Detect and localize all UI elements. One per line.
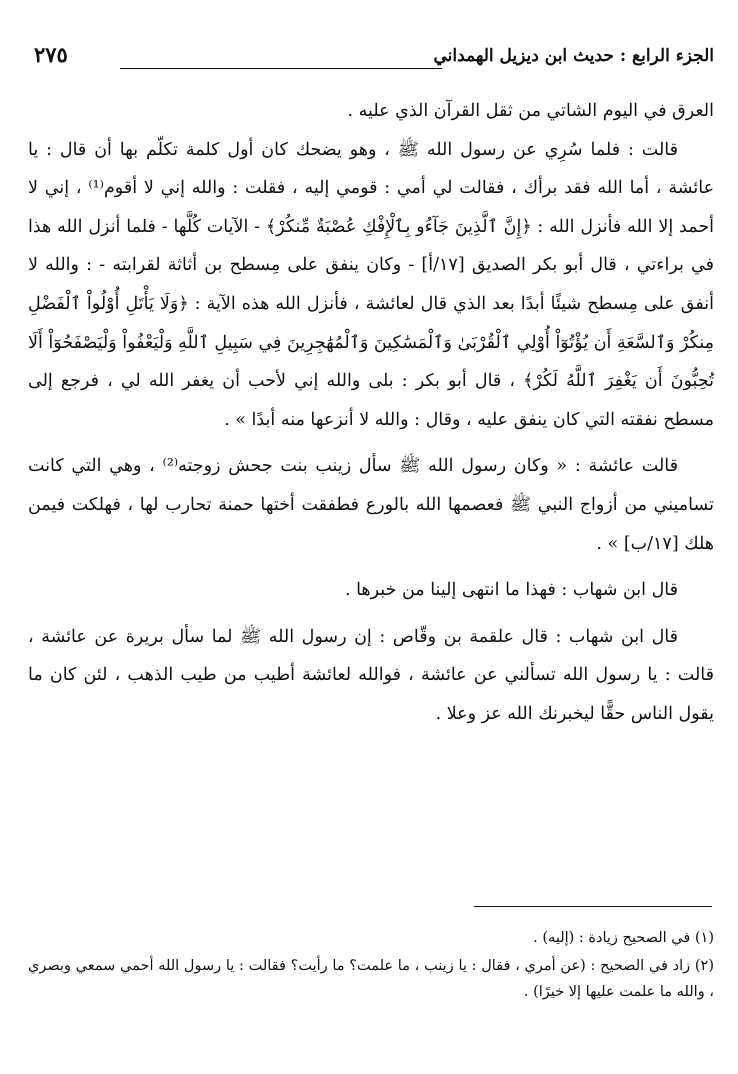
paragraph: العرق في اليوم الشاتي من ثقل القرآن الذي عليه . [347,101,714,121]
footnote: (١) في الصحيح زيادة : (إليه) . [533,930,714,946]
paragraph: قال ابن شهاب : فهذا ما انتهى إلينا من خبرها . [344,580,678,601]
footnotes [28,906,714,1007]
footnote: (٢) زاد في الصحيح : (عن أمري ، فقال : يا زينب ، ما علمت؟ ما رأيت؟ فقالت : يا رسول الله أحمي سمعي وبصري ، والله ما علمت عليها إلا خيرًا) . [28,958,714,1000]
book-page [28,40,714,1050]
footnote-rule [474,906,712,907]
running-header [28,40,714,76]
header-title: الجزء الرابع : حديث ابن ديزيل الهمداني [433,46,714,66]
paragraph: قالت : فلما سُرِي عن رسول الله ﷺ ، وهو يضحك كان أول كلمة تكلّم بها أن قال : يا عائشة ، أما الله فقد برأك ، فقالت لي أمي : قومي إليه ، فقلت : والله إني لا أقوم⁽¹⁾ ، إني لا أحمد إلا الله فأنزل الله : ﴿إِنَّ ٱلَّذِينَ جَآءُو بِٱلْإِفْكِ عُصْبَةٌ مِّنكُرْ﴾ - الآيات كُلَّها - فلما أنزل الله هذا في براءتي ، قال أبو بكر الصديق [١٧/أ] - وكان ينفق على مِسطح بن أثاثة لقرابته - : والله لا أنفق على مِسطح شيئًا أبدًا بعد الذي قال لعائشة ، فأنزل الله هذه الآية : ﴿وَلَا يَأْتَلِ أُوْلُواْ ٱلْفَضْلِ مِنكُرْ وَٱلسَّعَةِ أَن يُؤْتُوٓاْ أُوْلِي ٱلْقُرْبَىٰ وَٱلْمَسَٰكِينَ وَٱلْمُهَٰجِرِينَ فِي سَبِيلِ ٱللَّهِ وَلْيَعْفُواْ وَلْيَصْفَحُوٓاْ أَلَا تُحِبُّونَ أَن يَغْفِرَ ٱللَّهُ لَكُرْ﴾ ، قال أبو بكر : بلى والله إني لأحب أن يغفر الله لي ، فرجع إلى مسطح نفقته التي كان ينفق عليه ، وقال : والله لا أنزعها منه أبدًا » . [28,139,715,430]
main-text [28,92,714,734]
paragraph: قالت عائشة : « وكان رسول الله ﷺ سأل زينب بنت جحش زوجته⁽²⁾ ، وهي التي كانت تساميني من أزواج النبي ﷺ فعصمها الله بالورع فطفقت أختها حمنة تحارب لها ، فهلكت فيمن هلك [١٧/ب] » . [28,456,714,554]
paragraph: قال ابن شهاب : قال علقمة بن وقّاص : إن رسول الله ﷺ لما سأل بريرة عن عائشة ، قالت : يا رسول الله تسألني عن عائشة ، فوالله لعائشة أطيب من طيب الذهب ، لئن كان ما يقول الناس حقًّا ليخبرنك الله عز وعلا . [28,626,714,724]
header-rule [120,68,442,69]
page-number: ٢٧٥ [34,42,68,67]
